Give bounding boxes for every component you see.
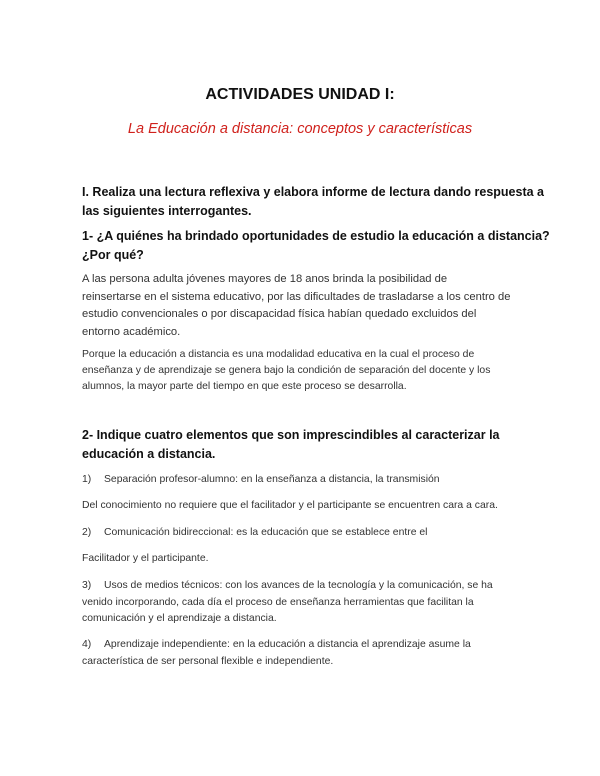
question-1-line-1: 1- ¿A quiénes ha brindado oportunidades de estudio la educación a distancia? [82, 229, 550, 243]
answer-2-paragraph [82, 347, 490, 395]
list-item-4-continuation: característica de ser personal flexible e independiente. [82, 656, 334, 667]
answer-1-line: A las persona adulta jóvenes mayores de 18 anos brinda la posibilidad de [82, 273, 448, 285]
list-item-3 [82, 578, 493, 594]
list-item-2 [82, 525, 427, 541]
list-item-1 [82, 472, 440, 488]
list-item-3-cont-line: comunicación y el aprendizaje a distancia. [82, 613, 277, 624]
list-item-4 [82, 637, 471, 653]
list-item-text: Usos de medios técnicos: con los avances de la tecnología y la comunicación, se ha [104, 580, 493, 591]
answer-1-paragraph [82, 271, 510, 341]
question-1-line-2: ¿Por qué? [82, 248, 144, 262]
list-item-1-continuation: Del conocimiento no requiere que el facilitador y el participante se encuentren cara a cara. [82, 500, 498, 511]
question-1 [82, 227, 550, 265]
list-item-number: 1) [82, 474, 92, 485]
list-item-3-continuation [82, 595, 474, 627]
answer-1-line: reinsertarse en el sistema educativo, por las dificultades de trasladarse a los centro de [82, 290, 511, 303]
instruction-line-2: las siguientes interrogantes. [82, 204, 252, 218]
list-item-text: Separación profesor-alumno: en la enseñanza a distancia, la transmisión [104, 474, 440, 485]
list-item-text: Aprendizaje independiente: en la educación a distancia el aprendizaje asume la [104, 639, 471, 650]
page-title: ACTIVIDADES UNIDAD I: [205, 86, 395, 103]
question-2-line-2: educación a distancia. [82, 447, 216, 461]
list-item-number: 4) [82, 639, 92, 650]
answer-2-line: enseñanza y de aprendizaje se genera bajo la condición de separación del docente y los [82, 365, 491, 376]
list-item-text: Comunicación bidireccional: es la educación que se establece entre el [104, 527, 428, 538]
instruction-paragraph [82, 183, 544, 221]
question-2-line-1: 2- Indique cuatro elementos que son imprescindibles al caracterizar la [82, 428, 500, 442]
answer-2-line: alumnos, la mayor parte del tiempo en que este proceso se desarrolla. [82, 381, 407, 392]
answer-1-line: entorno académico. [82, 325, 181, 338]
list-item-2-continuation: Facilitador y el participante. [82, 553, 209, 564]
list-item-number: 2) [82, 527, 92, 538]
list-item-number: 3) [82, 580, 92, 591]
question-2 [82, 426, 500, 464]
instruction-line-1: I. Realiza una lectura reflexiva y elabora informe de lectura dando respuesta a [82, 185, 544, 199]
list-item-3-cont-line: venido incorporando, cada día el proceso de enseñanza herramientas que facilitan la [82, 597, 474, 608]
answer-1-line: estudio convencionales o por discapacidad física habían quedado excluidos del [82, 308, 477, 320]
page-subtitle: La Educación a distancia: conceptos y características [127, 121, 473, 137]
answer-2-line: Porque la educación a distancia es una modalidad educativa en la cual el proceso de [82, 349, 475, 360]
